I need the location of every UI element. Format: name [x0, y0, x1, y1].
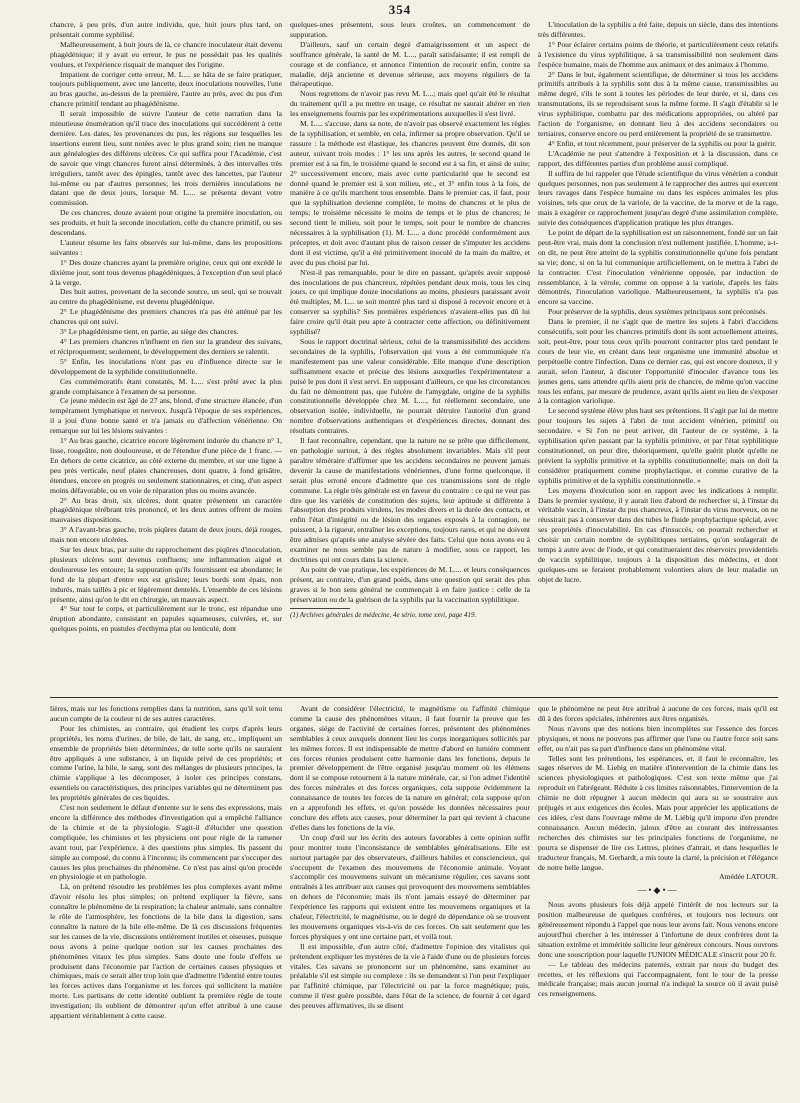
- paragraph: 1° Pour éclairer certains points de théorie, et particulièrement ceux relatifs à l'existence du virus syphilitique, à sa transmissibilité non seulement dans l'espèce humaine, mais de l'homme aux animaux et des animaux à l'homme.: [538, 39, 778, 69]
- author-signature: Amédée LATOUR.: [719, 872, 778, 882]
- paragraph: L'inoculation de la syphilis a été faite, depuis un siècle, dans des intentions très différentes.: [538, 20, 778, 39]
- paragraph: que le phénomène ne peut être attribué à aucune de ces forces, mais qu'il est dû à des forces spéciales, inhérentes aux êtres organisés.: [538, 704, 778, 723]
- paragraph: Pour les chimistes, au contraire, qui étudient les corps d'après leurs propriétés, les noms d'urines, de bile, de lait, de sang, etc., impliquent un ensemble de propriétés bien déterminées, de telle sorte qu'ils ne sauraient être appliqués à une substance, à un liquide privé de ces propriétés; et comme l'urine, la bile, le sang, sont des mélanges de plusieurs principes, la chimie s'applique à les décomposer, à isoler ces principes constans, essentiels ou caractéristiques, des principes variables qui ne déterminent pas les propriétés générales de ces liquides.: [50, 723, 282, 803]
- paragraph: 3° A l'avant-bras gauche, trois piqûres datant de deux jours, déjà rouges, mais non encore ulcérées.: [50, 525, 282, 545]
- paragraph: Ces commémoratifs étant constatés, M. L.... s'est prêté avec la plus grande complaisance à l'examen de sa personne.: [50, 376, 282, 396]
- paragraph: Le second système élève plus haut ses prétentions. Il s'agit par lui de mettre pour toujours les sujets à l'abri de tout accident vénérien, primitif ou secondaire. « Si l'on ne peut arriver, dit l'auteur de ce système, à la syphilisation qu'en passant par la syphilis primitive, et par l'état syphilitique constitutionnel, on peut dire, théoriquement, qu'elle guérit plutôt qu'elle ne prévient la syphilis primitive et la syphilis constitutionnelle; mais on doit la considérer pratiquement comme prophylactique, et comme curative de la syphilis primitive et de la syphilis constitutionnelle. »: [538, 406, 778, 485]
- paragraph: Au point de vue pratique, les expériences de M. L.... et leurs conséquences présent, au contraire, d'un grand poids, dans une question qui serait des plus graves si le bon sens général ne commençait à en faire justice : celle de la préservation ou de la guérison de la syphilis par la vaccination syphilitique.: [290, 564, 530, 604]
- paragraph: 4° Les premiers chancres n'influent en rien sur la grandeur des suivans, et réciproquement; seulement, le développement des derniers se ralentit.: [50, 337, 282, 356]
- paragraph: D'ailleurs, sauf un certain degré d'amaigrissement et un aspect de souffrance générale, la santé de M. L..., paraît satisfaisante; il est rempli de courage et de confiance, et annonce l'intention de recourir enfin, contre sa maladie, déjà ancienne et devenue sérieuse, aux moyens réguliers de la thérapeutique.: [290, 39, 530, 89]
- paragraph: L'auteur résume les faits observés sur lui-même, dans les propositions suivantes :: [50, 237, 282, 257]
- paragraph: Avant de considérer l'électricité, le magnétisme ou l'affinité chimique comme la cause des phénomènes vitaux, il faut fournir la preuve que les organes, siége de l'activité de certaines forces, présentent des phénomènes semblables à ceux auxquels donnent lieu les corps inorganiques sollicités par les mêmes forces. Il est indispensable de mettre d'abord en lumière comment ces forces réunies produisent cette harmonie dans les fonctions, depuis le premier développement de l'être organisé jusqu'au moment où les élémens dont il se compose retournent à la nature minérale, car, si l'on admet l'identité des forces minérales et des forces organiques, cela suppose évidemment la connaissance de toutes les forces de la nature en général; cela suppose qu'on en a approfondi les effets, et qu'on possède les données nécessaires pour conclure des effets aux causes, pour déterminer la part qui revient à chacune d'elles dans les fonctions de la vie.: [290, 704, 530, 832]
- paragraph: De ces chancres, douze avaient pour origine la première inoculation, ou ses produits, et huit la seconde inoculation, celle du chancre primitif, ou ses descendans.: [50, 208, 282, 238]
- paragraph: C'est non seulement le défaut d'entente sur le sens des expressions, mais encore la différence des méthodes d'investigation qui a empêché l'alliance de la chimie et de la physiologie. S'agit-il d'élucider une question compliquée, les chimistes et les physiciens ont pour règle de la ramener avant tout, par l'expérience, à des questions plus simples. Ils passent du simple au composé, du connu à l'inconnu; ils commencent par s'occuper des causes les plus prochaines du phénomène. Ce n'est pas ainsi qu'on procède en physiologie et en pathologie.: [50, 803, 282, 882]
- paragraph: Il suffira de lui rappeler que l'étude scientifique du virus vénérien a conduit quelques personnes, non pas seulement à le rapprocher des autres qui exercent leurs ravages dans l'espèce humaine ou dans les espèces animales les plus voisines, tels que ceux de la variole, de la vaccine, de la morve et de la rage, mais à exagérer ce rapprochement jusqu'au degré d'une assimilation complète, suivie des conséquences d'application pratique les plus étranges.: [538, 168, 778, 228]
- paragraph: Un coup d'œil sur les écrits des auteurs favorables à cette opinion suffit pour montrer toute l'inconsistance de semblables généralisations. Elle est surtout partagée par des observateurs, d'ailleurs habiles et consciencieux, qui s'occupent de l'examen des mouvemens de l'économie animale. Voyant s'accomplir ces mouvemens suivant un mécanisme régulier, ces savans sont entraînés à les attribuer aux causes qui provoquent des mouvemens semblables en dehors de l'économie; mais ils n'ont jamais essayé de déterminer par l'expérience les rapports qui existent entre les mouvemens organiques et la chaleur, l'électricité, le magnétisme, ou le degré de dépendance où se trouvent les mouvemens organiques vis-à-vis de ces forces. On sait seulement que les forces physiques y ont une certaine part, et voilà tout.: [290, 832, 530, 941]
- footnote-rule: [290, 608, 350, 609]
- paragraph: 2° Dans le but, également scientifique, de déterminer si tous les accidens primitifs attribués à la syphilis sont dus à la même cause, transmissibles au même degré, s'ils le sont à toutes les périodes de leur durée, et si, dans ces transmutations, ils se reproduisent sous la même forme. Il s'agit d'établir si le virus syphilitique, combattu par des médications appropriées, ou altéré par l'action de l'organisme, en donnant lieu à des accidens secondaires ou tertiaires, conserve encore ou perd entièrement la propriété de se transmettre.: [538, 69, 778, 138]
- paragraph: Il est impossible, d'un autre côté, d'admettre l'opinion des vitalistes qui prétendent expliquer les mystères de la vie à l'aide d'une ou de plusieurs forces vitales. Ces savans se prononcent sur un phénomène, sans examiner au préalable s'il est simple ou complexe : ils se demandent si l'on peut l'expliquer par l'affinité chimique, par l'électricité ou par la force magnétique; puis, comme il n'est guère possible, dans l'état de la science, de fournir à cet égard des preuves affirmatives, ils se disent: [290, 941, 530, 1011]
- paragraph: Là, on prétend résoudre les problèmes les plus complexes avant même d'avoir résolu les plus simples; on prétend expliquer la fièvre, sans connaître le phénomène de la respiration; la chaleur animale, sans connaître le rôle de l'atmosphère, les fonctions de la bile dans la digestion, sans connaître la nature de la bile elle-même. De là ces discussions fréquentes sur les causes de la vie, discussions entièrement inutiles et oiseuses, puisque nous avons à peine quelque notion sur les causes prochaines des phénomènes vitaux les plus simples. Sans doute une foule d'effets se produisent dans l'économie par l'action de certaines causes physiques et chimiques, mais ce serait aller trop loin que d'admettre l'identité entre toutes les forces actives dans l'organisme et les forces qui sollicitent la matière morte. Les partisans de cette identité oublient la première règle de toute investigation; ils oublient de démontrer qu'un effet attribué à une cause appartient véritablement à cette cause.: [50, 882, 282, 1021]
- paragraph: Malheureusement, à huit jours de là, ce chancre inoculateur était devenu phagédénique; il y avait eu erreur, le pus ne possédait pas les qualités voulues, et l'expérience risquait de manquer des l'origine.: [50, 39, 282, 69]
- top-column-3: [538, 20, 778, 692]
- bottom-column-2: [290, 704, 530, 1099]
- paragraph: Telles sont les prétentions, les espérances, et, il faut le reconnaître, les sages réserves de M. Liebig en matière d'intervention de la chimie dans les sciences physiologiques et pathologiques. C'est son texte même que j'ai reproduit en l'abrégeant. Réduite à ces limites raisonnables, l'intervention de la chimie ne doit répugner à aucun médecin qui aura su se soustraire aux préjugés et aux exigences des écoles. Mais pour apprécier les applications de ces idées, c'est dans l'ouvrage même de M. Liébig qu'il importe d'en prendre connaissance. Aucun médecin, jaloux d'être au courant des intéressantes recherches des chimistes sur les principales fonctions de l'organisme, ne pourra se dispenser de lire ces Lettres, pleines d'attrait, et dans lesquelles le traducteur français, M. Gerhardt, a mis toute la clarté, la précision et l'élégance de notre belle langue.: [538, 753, 778, 872]
- paragraph: Le point de départ de la syphilisation est un raisonnement, fondé sur un fait peut-être vrai, mais dont la conclusion n'est nullement justifiée. L'homme, a-t-on dit, ne peut être atteint de la syphilis constitutionnelle qu'une fois pendant sa vie; donc, si on la lui communique artificiellement, on le mettra à l'abri de la contracter. C'est l'inoculation vénérienne opposée, par induction de ressemblance, à la vérole, comme on oppose à la variole, d'après les faits démontrés, l'inoculation variolique. Malheureusement, la syphilis n'a pas encore sa vaccine.: [538, 228, 778, 307]
- paragraph: Sous le rapport doctrinal sérieux, celui de la transmissibilité des accidens secondaires de la syphilis, l'observation qui vous a été communiquée n'a manifestement pas une valeur considérable. Elle manque d'une description suffisamment exacte et précise des lésions auxquelles l'expérimentateur a puisé le pus dont il s'est servi. En supposant d'ailleurs, ce que les circonstances du fait ne démontrent pas, que l'ulcère de l'amygdale, origine de la syphilis constitutionnelle développée chez M. L...., fut réellement secondaire, une observation isolée, individuelle, ne pourrait détruire l'autorité d'un grand nombre d'observations authentiques et d'expériences directes, donnant des résultats contraires.: [290, 337, 530, 436]
- bottom-column-1: [50, 704, 282, 1099]
- paragraph: 4° Sur tout le corps, et particulièrement sur le tronc, est répandue une éruption abondante, consistant en papules squameuses, cuivrées, et, sur quelques points, en pustules d'ecthyma plat ou lenticulé, dont: [50, 604, 282, 634]
- paragraph: N'est-il pas remarquable, pour le dire en passant, qu'après avoir supposé des inoculations de pus chancreux, répétées pendant deux mois, tous les cinq jours, ce qui implique douze inoculations au moins, plusieurs paraissant avoir été multiples, M. L... se soit montré plus tard si disposé à recevoir encore et à conserver sa syphilis? Ses premières expériences n'avaient-elles pas dû lui faire croire qu'il était peu apte à contracter cette affection, ou définitivement syphilisé?: [290, 267, 530, 337]
- paragraph: 2° Au bras droit, six ulcères, dont quatre présentent un caractère phagédénique térébrant très prononcé, et les deux autres offrent de moins mauvaises dispositions.: [50, 495, 282, 525]
- paragraph: 5° Enfin, les inoculations n'ont pas eu d'influence directe sur le développement de la syphilide constitutionnelle.: [50, 356, 282, 376]
- paragraph: Il serait impossible de suivre l'auteur de cette narration dans la minutieuse énumération qu'il trace des inoculations qui succédèrent à cette dernière. Les dates, les provenances du pus, les régions sur lesquelles les insertions eurent lieu, sont notées avec le plus grand soin; rien ne manque aux généalogies des différens ulcères. Ce qui suffira pour l'Académie, c'est de savoir que vingt chancres furent ainsi déterminés, à des intervalles très irréguliers, tantôt avec des épingles, tantôt avec des lancettes, par l'auteur lui-même ou par d'autres personnes; les trois dernières inoculations ne datant que de deux jours, lorsque M. L.... se présenta devant votre commission.: [50, 109, 282, 208]
- paragraph: Il faut reconnaître, cependant, que la nature ne se prête que difficilement, en pathologie surtout, à des règles absolument invariables. Mais s'il peut paraître téméraire d'affirmer que les accidens secondaires ne peuvent jamais devenir la cause de manifestations vénériennes, d'une forme quelconque, il serait plus erroné encore d'admettre que ces transmissions sont de règle commune. La règle très générale est en faveur du contraire : ce qui ne veut pas dire que les variétés de constitution des sujets, leur aptitude si différente à l'absorption des produits virulens, les modes divers et la durée des contacts, et enfin l'état d'intégrité ou de lésion des organes exposés à la contagion, ne puissent, à la rigueur, entraîner les exceptions, toujours rares, et qui ne doivent être admises qu'après une analyse sévère des faits. Celui que nous avons eu à examiner ne nous semble pas de nature à modifier, sous ce rapport, les doctrines qui ont cours dans la science.: [290, 436, 530, 564]
- paragraph: chancre, à peu près, d'un autre individu, que, huit jours plus tard, on présentait comme syphilisé.: [50, 20, 282, 39]
- paragraph: M. L.... s'accuse, dans sa note, de n'avoir pas observé exactement les règles de la syphilisation, et semble, en cela, infirmer sa propre observation. Qu'il se rassure : la méthode est élastique, les chancres peuvent être donnés, dit son auteur, suivant trois modes : 1° les uns après les autres, le second quand le premier est à sa fin, le troisième quand le second est à sa fin, et ainsi de suite; 2° successivement encore, mais avec cette particularité que le second est donné quand le premier est à son milieu, etc., et 3° enfin tous à la fois, de manière à ce qu'ils marchent tous ensemble. Dans le premier cas, il faut, pour que la syphilisation devienne complète, le moins de chancres et le plus de temps; le troisième nécessite le moins de temps et le plus de chancres; le second tient le milieu, soit pour le temps, soit pour le nombre de chancres nécessaires à la syphilisation (1). M. L.... a donc procédé conformément aux préceptes, et doit avec d'autant plus de raison cesser de s'imputer les accidens dont il est victime, qu'il a été primitivement inoculé de la main du maître, et avec du pus choisi par lui.: [290, 119, 530, 267]
- paragraph: 1° Au bras gauche, cicatrice encore légèrement indurée du chancre n° 1, lisse, rougeâtre, non douloureuse, et de l'étendue d'une pièce de 1 franc. — En dehors de cette cicatrice, au côté externe du membre, et sur une ligne à peu près verticale, neuf plaies chancreuses, dont quatre, à fond grisâtre, étendues, encore en progrès ou seulement stationnaires, et cinq, d'un aspect moins défavorable, ou en voie de réparation plus ou moins avancée.: [50, 436, 282, 495]
- paragraph: Sur les deux bras, par suite du rapprochement des piqûres d'inoculation, plusieurs ulcères sont devenus confluens; une inflammation aiguë et douloureuse les entoure; la suppuration qu'ils fournissent est abondante; le fond de la plupart d'entre eux est grisâtre; leurs bords sont épais, non indurés, mais taillés à pic et légèrement dentelés. L'ensemble de ces lésions présente, ainsi qu'on le dit en chirurgie, un mauvais aspect.: [50, 545, 282, 604]
- ornament-divider: —•◆•—: [637, 885, 679, 896]
- paragraph: Pour préserver de la syphilis, deux systèmes principaux sont préconisés.: [548, 307, 768, 317]
- page-number: 354: [388, 2, 412, 17]
- section-divider: [50, 697, 778, 698]
- paragraph: lières, mais sur les fonctions remplies dans la nutrition, sans qu'il soit tenu aucun compte de la couleur ni de ses autres caractères.: [50, 704, 282, 723]
- paragraph: Nous n'avons que des notions bien incomplètes sur l'essence des forces physiques, et nous ne pouvons pas affirmer que l'une ou l'autre force soit sans effet, ou n'ait pas sa part d'influence dans un phénomène vital.: [538, 723, 778, 753]
- paragraph: 1° Des douze chancres ayant la première origine, ceux qui ont excédé le dixième jour, sont tous devenus phagédéniques, à l'exception d'un seul placé à la verge.: [50, 257, 282, 287]
- top-column-2: [290, 20, 530, 692]
- paragraph: Les moyens d'exécution sont en rapport avec les indications à remplir. Dans le premier système, il y aurait lieu d'abord de rechercher si, à l'instar du véritable vaccin, à l'instar du pus chancreux, à l'instar du virus morveux, on ne réussirait pas à conserver dans des tubes le fluide prophylactique spécial, avec ses propriétés d'inoculabilité. En cas d'insuccès, on pourrait rechercher et choisir un certain nombre de syphilitiques tertiaires, qu'on soulagerait de temps à autre avec de l'iode, et qui constitueraient des réservoirs providentiels de vaccin syphilitique, toujours à la disposition des médecins, et dont quelques-uns se feraient probablement volontiers alors de leur maladie un objet de lucre.: [538, 485, 778, 584]
- top-column-1: [50, 20, 282, 692]
- paragraph: Ce jeune médecin est âgé de 27 ans, blond, d'une structure élancée, d'un tempérament lymphatique et nerveux. Jusqu'à l'époque de ses expériences, il a joui d'une bonne santé et n'a jamais eu d'affection vénérienne. On remarque sur lui les lésions suivantes :: [50, 396, 282, 436]
- paragraph: Impatient de corriger cette erreur, M. L.... se hâta de se faire pratiquer, toujours publiquement, avec une lancette, deux inoculations nouvelles, l'une au bras gauche, au-dessus de la première, l'autre au près, avec du pus d'un chancre primitif tendant au phagédénisme.: [50, 69, 282, 109]
- paragraph: Nous avons plusieurs fois déjà appelé l'intérêt de nos lecteurs sur la position malheureuse de quelques confrères, et toujours nos lecteurs ont généreusement répondu à l'appel que nous leur avons fait. Nous venons encore aujourd'hui chercher à les intéresser à l'infortune de deux confrères dont la situation extrême et imméritée sollicite leur généreux concours. Nous ouvrons donc une souscription pour laquelle l'UNION MÉDICALE s'inscrit pour 20 fr.: [538, 900, 778, 959]
- bottom-column-3: [538, 704, 778, 1099]
- paragraph: — Le tableau des médecins patentés, extrait par nous du budget des recettes, et les réflexions qui l'accompagnaient, font le tour de la presse médicale française; mais aucun journal n'a indiqué la source où il avait puisé ces renseignemens.: [538, 959, 778, 999]
- paragraph: L'Académie ne peut s'attendre à l'exposition et à la discussion, dans ce rapport, des différentes parties d'un problème aussi compliqué.: [538, 148, 778, 168]
- footnote: (1) Archives générales de médecine, 4e série, tome xxvi, page 419.: [290, 611, 477, 620]
- paragraph: 3° Le phagédénisme tient, en partie, au siège des chancres.: [60, 327, 239, 337]
- paragraph: Dans le premier, il ne s'agit que de mettre les sujets à l'abri d'accidens consécutifs, soit pour les chancres primitifs dont ils sont actuellement atteints, soit, peut-être, pour tous ceux qu'ils pourront contracter plus tard pendant le cours de leur vie, en créant dans leur organisme une immunité absolue et perpétuelle contre l'infection. Dans ce dernier cas, qui est encore douteux, il y aurait, selon l'auteur, à discuter l'opportunité d'inoculer d'avance tous les jeunes gens, sans attendre qu'ils aient pris de chancre, de même qu'on vaccine tous les enfans, par mesure de prudence, avant qu'ils aient eu lieu de s'exposer à la contagion variolique.: [538, 317, 778, 406]
- paragraph: quelques-unes présentent, sous leurs croûtes, un commencement de suppuration.: [290, 20, 530, 39]
- paragraph: Nous regrettons de n'avoir pas revu M. L...; mais quel qu'ait été le résultat du traitement qu'il a pu mettre en usage, ce résultat ne saurait altérer en rien les enseignemens fournis par les expérimentations auxquelles il s'est livré.: [290, 89, 530, 119]
- paragraph: Des huit autres, provenant de la seconde source, un seul, qui se trouvait au centre du phagédénisme, est devenu phagédénique.: [50, 287, 282, 307]
- paragraph: 2° Le phagédénisme des premiers chancres n'a pas été atténué par les chancres qui ont suivi.: [50, 307, 282, 327]
- paragraph: 4° Enfin, et tout récemment, pour préserver de la syphilis ou pour la guérir.: [548, 138, 777, 148]
